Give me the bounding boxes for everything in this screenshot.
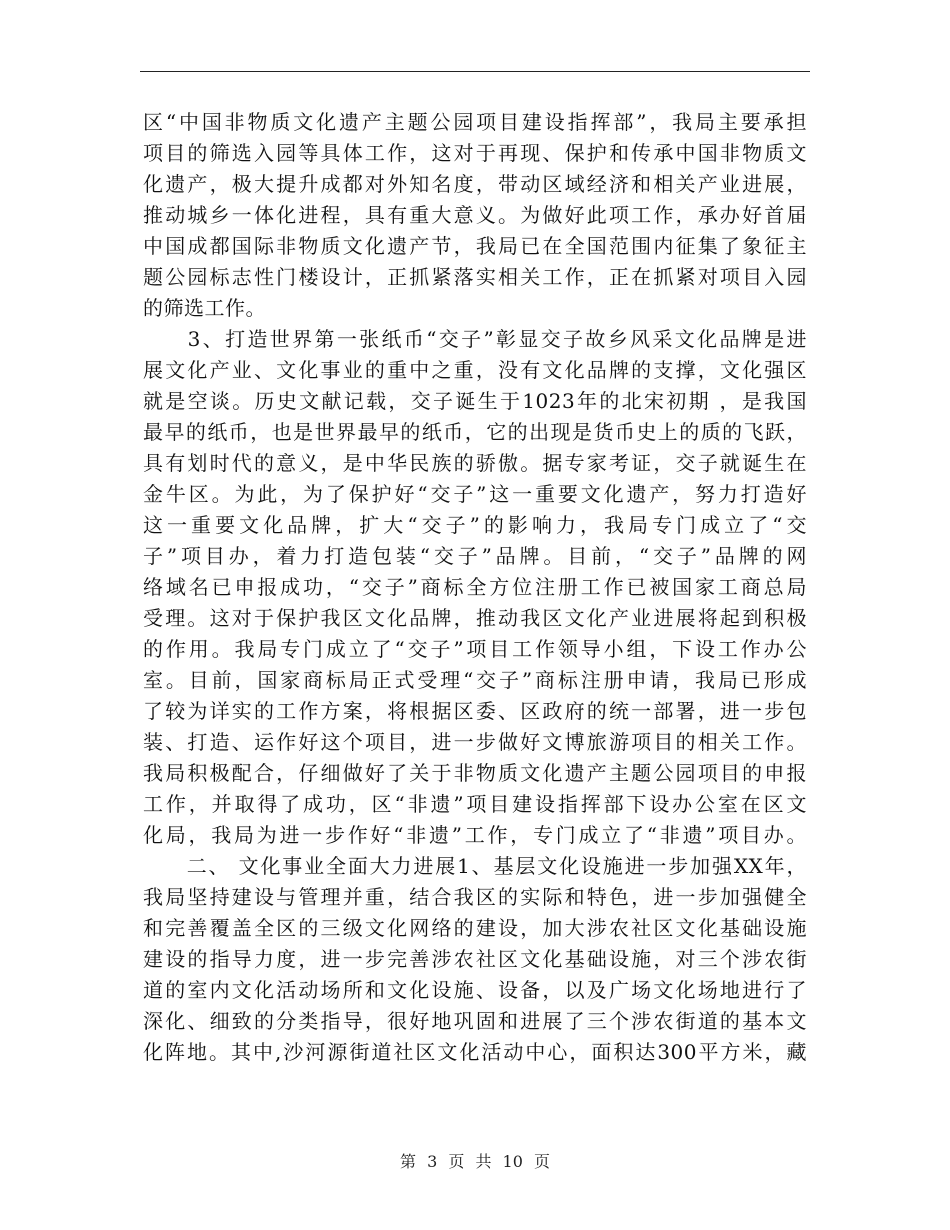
text-line: 化遗产，极大提升成都对外知名度，带动区域经济和相关产业进展，: [143, 172, 807, 196]
text-line: 最早的纸币，也是世界最早的纸币，它的出现是货币史上的质的飞跃，: [143, 420, 807, 444]
text-line: 推动城乡一体化进程，具有重大意义。为做好此项工作，承办好首届: [143, 203, 807, 227]
text-line: 道的室内文化活动场所和文化设施、设备，以及广场文化场地进行了: [143, 978, 807, 1002]
text-line: 络域名已申报成功，“交子”商标全方位注册工作已被国家工商总局: [143, 575, 807, 599]
text-line: 深化、细致的分类指导，很好地巩固和进展了三个涉农街道的基本文: [143, 1009, 807, 1033]
text-line: 区“中国非物质文化遗产主题公园项目建设指挥部”，我局主要承担: [143, 110, 807, 134]
text-line: 工作，并取得了成功，区“非遗”项目建设指挥部下设办公室在区文: [143, 792, 807, 816]
text-line: 和完善覆盖全区的三级文化网络的建设，加大涉农社区文化基础设施: [143, 916, 807, 940]
text-line: 建设的指导力度，进一步完善涉农社区文化基础设施，对三个涉农街: [143, 947, 807, 971]
text-line: 二、 文化事业全面大力进展1、基层文化设施进一步加强XX年，: [143, 854, 807, 878]
text-line: 装、打造、运作好这个项目，进一步做好文博旅游项目的相关工作。: [143, 730, 807, 754]
header-rule: [140, 71, 810, 72]
text-line: 具有划时代的意义，是中华民族的骄傲。据专家考证，交子就诞生在: [143, 451, 807, 475]
text-line: 题公园标志性门楼设计，正抓紧落实相关工作，正在抓紧对项目入园: [143, 265, 807, 289]
text-line: 受理。这对于保护我区文化品牌，推动我区文化产业进展将起到积极: [143, 606, 807, 630]
text-line: 的筛选工作。: [143, 296, 266, 320]
text-line: 化阵地。其中,沙河源街道社区文化活动中心，面积达300平方米，藏: [143, 1040, 807, 1064]
text-line: 我局积极配合，仔细做好了关于非物质文化遗产主题公园项目的申报: [143, 761, 807, 785]
text-line: 展文化产业、文化事业的重中之重，没有文化品牌的支撑，文化强区: [143, 358, 807, 382]
body-text: [143, 107, 807, 1068]
page-number-footer: 第 3 页 共 10 页: [400, 1152, 550, 1171]
text-line: 室。目前，国家商标局正式受理“交子”商标注册申请，我局已形成: [143, 668, 807, 692]
text-line: 了较为详实的工作方案，将根据区委、区政府的统一部署，进一步包: [143, 699, 807, 723]
text-line: 中国成都国际非物质文化遗产节，我局已在全国范围内征集了象征主: [143, 234, 807, 258]
text-line: 化局，我局为进一步作好“非遗”工作，专门成立了“非遗”项目办。: [143, 823, 807, 847]
text-line: 我局坚持建设与管理并重，结合我区的实际和特色，进一步加强健全: [143, 885, 807, 909]
text-line: 就是空谈。历史文献记载，交子诞生于1023年的北宋初期 ，是我国: [143, 389, 807, 413]
text-line: 这一重要文化品牌，扩大“交子”的影响力，我局专门成立了“交: [143, 513, 807, 537]
text-line: 金牛区。为此，为了保护好“交子”这一重要文化遗产，努力打造好: [143, 482, 807, 506]
text-line: 3、打造世界第一张纸币“交子”彰显交子故乡风采文化品牌是进: [143, 327, 807, 351]
text-line: 项目的筛选入园等具体工作，这对于再现、保护和传承中国非物质文: [143, 141, 807, 165]
text-line: 子”项目办，着力打造包装“交子”品牌。目前，“交子”品牌的网: [143, 544, 807, 568]
text-line: 的作用。我局专门成立了“交子”项目工作领导小组，下设工作办公: [143, 637, 807, 661]
